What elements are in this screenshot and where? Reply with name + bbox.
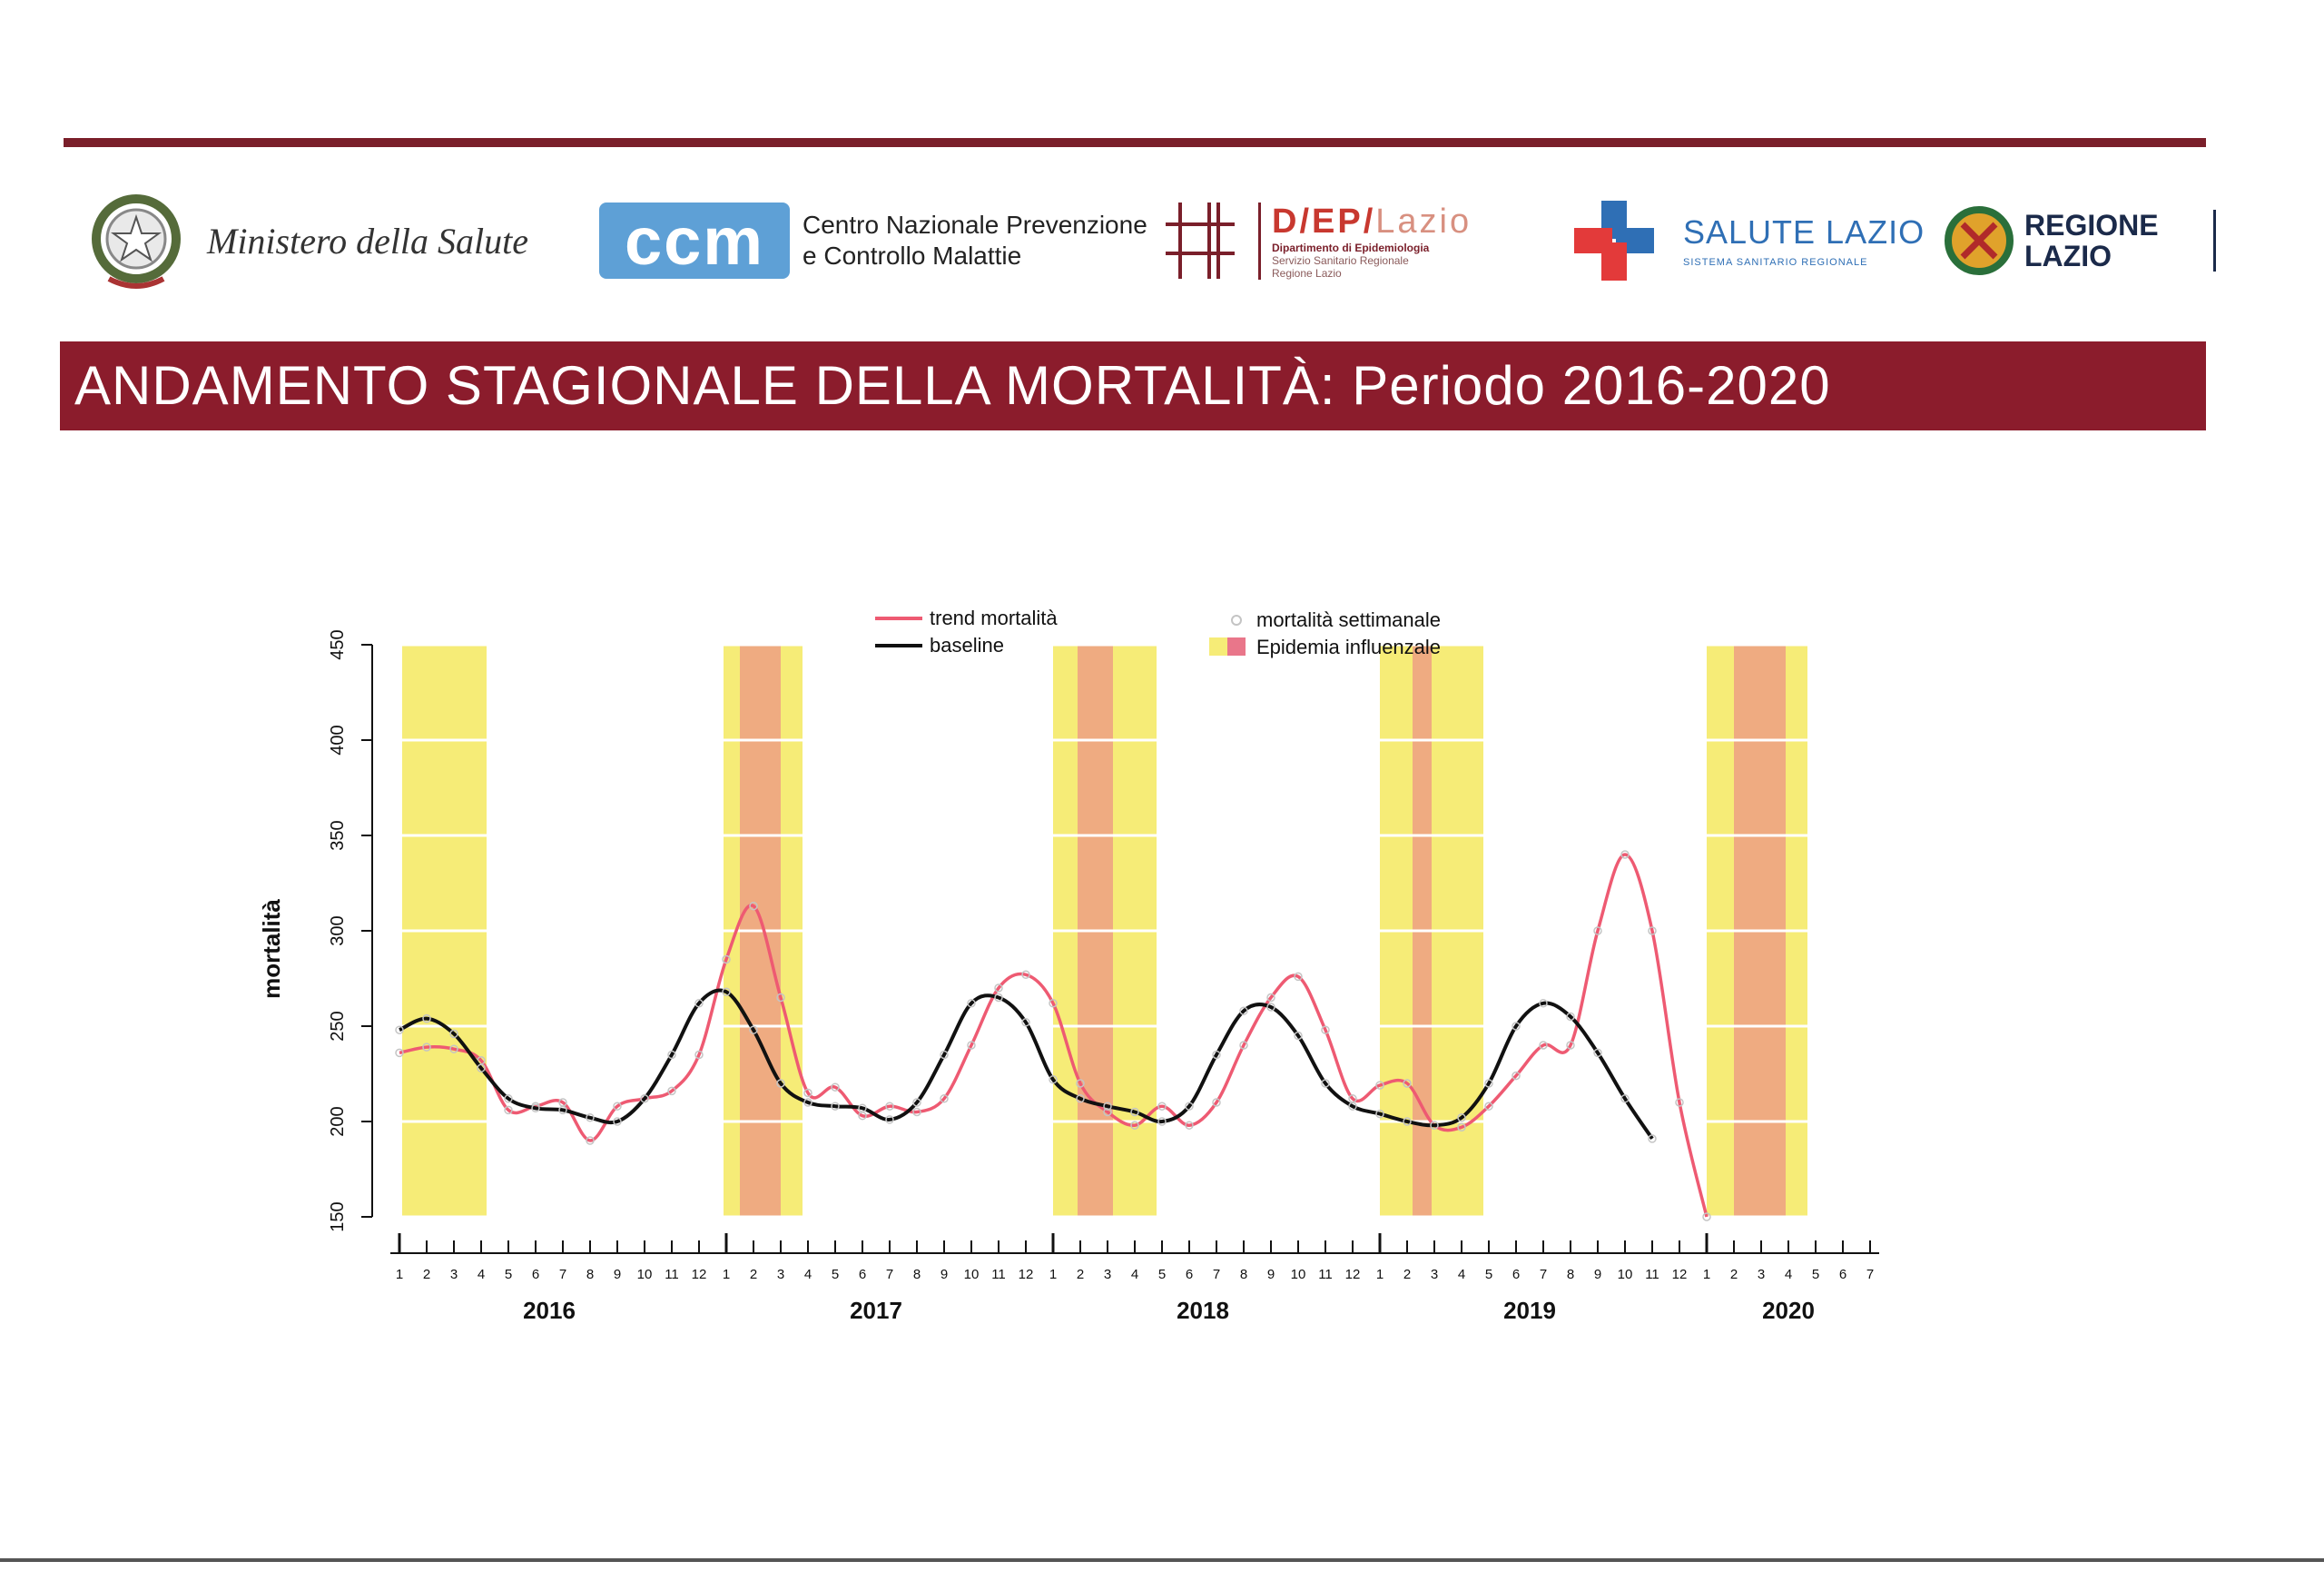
legend-label: trend mortalità [930, 607, 1058, 629]
x-tick-label: 2 [749, 1267, 758, 1282]
mortality-chart [227, 581, 1934, 1380]
republic-emblem-icon [82, 186, 191, 295]
x-tick-label: 2 [422, 1267, 431, 1282]
x-tick-label: 5 [1157, 1267, 1167, 1282]
x-tick-label: 3 [449, 1267, 458, 1282]
x-tick-label: 7 [1212, 1267, 1221, 1282]
x-tick-label: 6 [1838, 1267, 1847, 1282]
y-tick-label: 250 [328, 1011, 348, 1042]
y-tick-label: 150 [328, 1201, 348, 1232]
x-tick-label: 1 [722, 1267, 731, 1282]
x-tick-label: 9 [613, 1267, 622, 1282]
x-tick-label: 5 [1484, 1267, 1493, 1282]
dep-grid-icon [1162, 195, 1238, 286]
year-label: 2018 [1177, 1297, 1229, 1324]
x-tick-label: 3 [1430, 1267, 1439, 1282]
legend-swatch [1232, 616, 1241, 625]
x-tick-label: 12 [1018, 1267, 1034, 1282]
x-tick-label: 9 [1266, 1267, 1275, 1282]
salute-lazio-title: SALUTE LAZIO [1683, 213, 1925, 251]
x-tick-label: 7 [1866, 1267, 1875, 1282]
x-tick-label: 2 [1403, 1267, 1412, 1282]
x-tick-label: 4 [803, 1267, 812, 1282]
salute-lazio-logo [1571, 182, 1925, 300]
x-tick-label: 11 [1318, 1267, 1333, 1282]
x-tick-label: 10 [636, 1267, 653, 1282]
x-tick-label: 10 [1290, 1267, 1306, 1282]
x-tick-label: 6 [1185, 1267, 1194, 1282]
x-tick-label: 7 [1539, 1267, 1548, 1282]
legend [875, 607, 1441, 658]
x-tick-label: 6 [1512, 1267, 1521, 1282]
legend-swatch [1227, 637, 1246, 656]
x-tick-label: 6 [858, 1267, 867, 1282]
dep-brand [1272, 203, 1472, 242]
medical-cross-icon [1571, 197, 1658, 284]
top-rule [64, 138, 2206, 147]
ministero-logo [82, 182, 528, 300]
x-tick-label: 6 [531, 1267, 540, 1282]
x-tick-label: 2 [1076, 1267, 1085, 1282]
x-tick-label: 1 [395, 1267, 404, 1282]
x-tick-label: 4 [477, 1267, 486, 1282]
x-tick-label: 9 [940, 1267, 949, 1282]
y-axis-label: mortalità [258, 899, 285, 999]
y-tick-label: 300 [328, 915, 348, 946]
y-tick-label: 400 [328, 725, 348, 756]
bottom-rule [0, 1558, 2324, 1562]
legend-swatch [1209, 637, 1227, 656]
ccm-logo [599, 182, 1147, 300]
ministero-text: Ministero della Salute [207, 220, 529, 262]
x-tick-label: 11 [1645, 1267, 1659, 1282]
dep-line1: Dipartimento di Epidemiologia [1272, 241, 1430, 254]
x-tick-label: 5 [1811, 1267, 1820, 1282]
legend-label: baseline [930, 634, 1004, 657]
x-tick-label: 3 [776, 1267, 785, 1282]
x-tick-label: 10 [963, 1267, 980, 1282]
regione-line1: REGIONE [2024, 209, 2159, 242]
x-tick-label: 4 [1130, 1267, 1139, 1282]
legend-label: Epidemia influenzale [1256, 636, 1442, 658]
x-tick-label: 7 [885, 1267, 894, 1282]
regione-lazio-logo [1943, 182, 2216, 300]
x-tick-label: 3 [1103, 1267, 1112, 1282]
x-tick-label: 2 [1729, 1267, 1738, 1282]
regione-emblem-icon [1943, 204, 2015, 277]
x-axis [390, 1233, 1879, 1324]
x-tick-label: 10 [1617, 1267, 1633, 1282]
dep-brand-main: D/EP/ [1272, 202, 1376, 241]
x-tick-label: 12 [691, 1267, 707, 1282]
title-banner [60, 341, 2206, 430]
legend-label: mortalità settimanale [1256, 608, 1441, 631]
ccm-mark: ccm [599, 203, 790, 279]
ccm-text-line1: Centro Nazionale Prevenzione [803, 211, 1147, 239]
x-tick-label: 8 [1239, 1267, 1248, 1282]
x-tick-label: 11 [665, 1267, 679, 1282]
y-tick-label: 350 [328, 820, 348, 851]
dep-line2: Servizio Sanitario Regionale [1272, 253, 1409, 267]
y-axis [328, 629, 372, 1231]
x-tick-label: 12 [1671, 1267, 1688, 1282]
x-tick-label: 11 [991, 1267, 1006, 1282]
logo-strip [64, 182, 2242, 300]
x-tick-label: 8 [1566, 1267, 1575, 1282]
x-tick-label: 1 [1049, 1267, 1058, 1282]
x-tick-label: 5 [831, 1267, 840, 1282]
year-label: 2019 [1503, 1297, 1556, 1324]
ccm-text [803, 210, 1147, 272]
x-tick-label: 4 [1457, 1267, 1466, 1282]
dep-brand-region: Lazio [1375, 202, 1472, 241]
x-tick-label: 1 [1375, 1267, 1384, 1282]
x-tick-label: 8 [586, 1267, 595, 1282]
x-tick-label: 5 [504, 1267, 513, 1282]
year-label: 2016 [523, 1297, 576, 1324]
x-tick-label: 9 [1593, 1267, 1602, 1282]
ccm-text-line2: e Controllo Malattie [803, 242, 1022, 270]
page-title: ANDAMENTO STAGIONALE DELLA MORTALITÀ: Periodo 2016-2020 [74, 355, 1831, 416]
x-tick-label: 4 [1784, 1267, 1793, 1282]
x-tick-label: 8 [912, 1267, 921, 1282]
x-tick-label: 3 [1757, 1267, 1766, 1282]
salute-lazio-subtitle: SISTEMA SANITARIO REGIONALE [1683, 257, 1868, 268]
x-tick-label: 1 [1702, 1267, 1711, 1282]
regione-line2: LAZIO [2024, 240, 2112, 272]
y-tick-label: 450 [328, 629, 348, 660]
x-tick-label: 7 [558, 1267, 567, 1282]
y-tick-label: 200 [328, 1106, 348, 1137]
year-label: 2020 [1762, 1297, 1815, 1324]
year-label: 2017 [850, 1297, 902, 1324]
x-tick-label: 12 [1344, 1267, 1361, 1282]
dep-lazio-logo [1162, 182, 1472, 300]
dep-line3: Regione Lazio [1272, 266, 1342, 280]
